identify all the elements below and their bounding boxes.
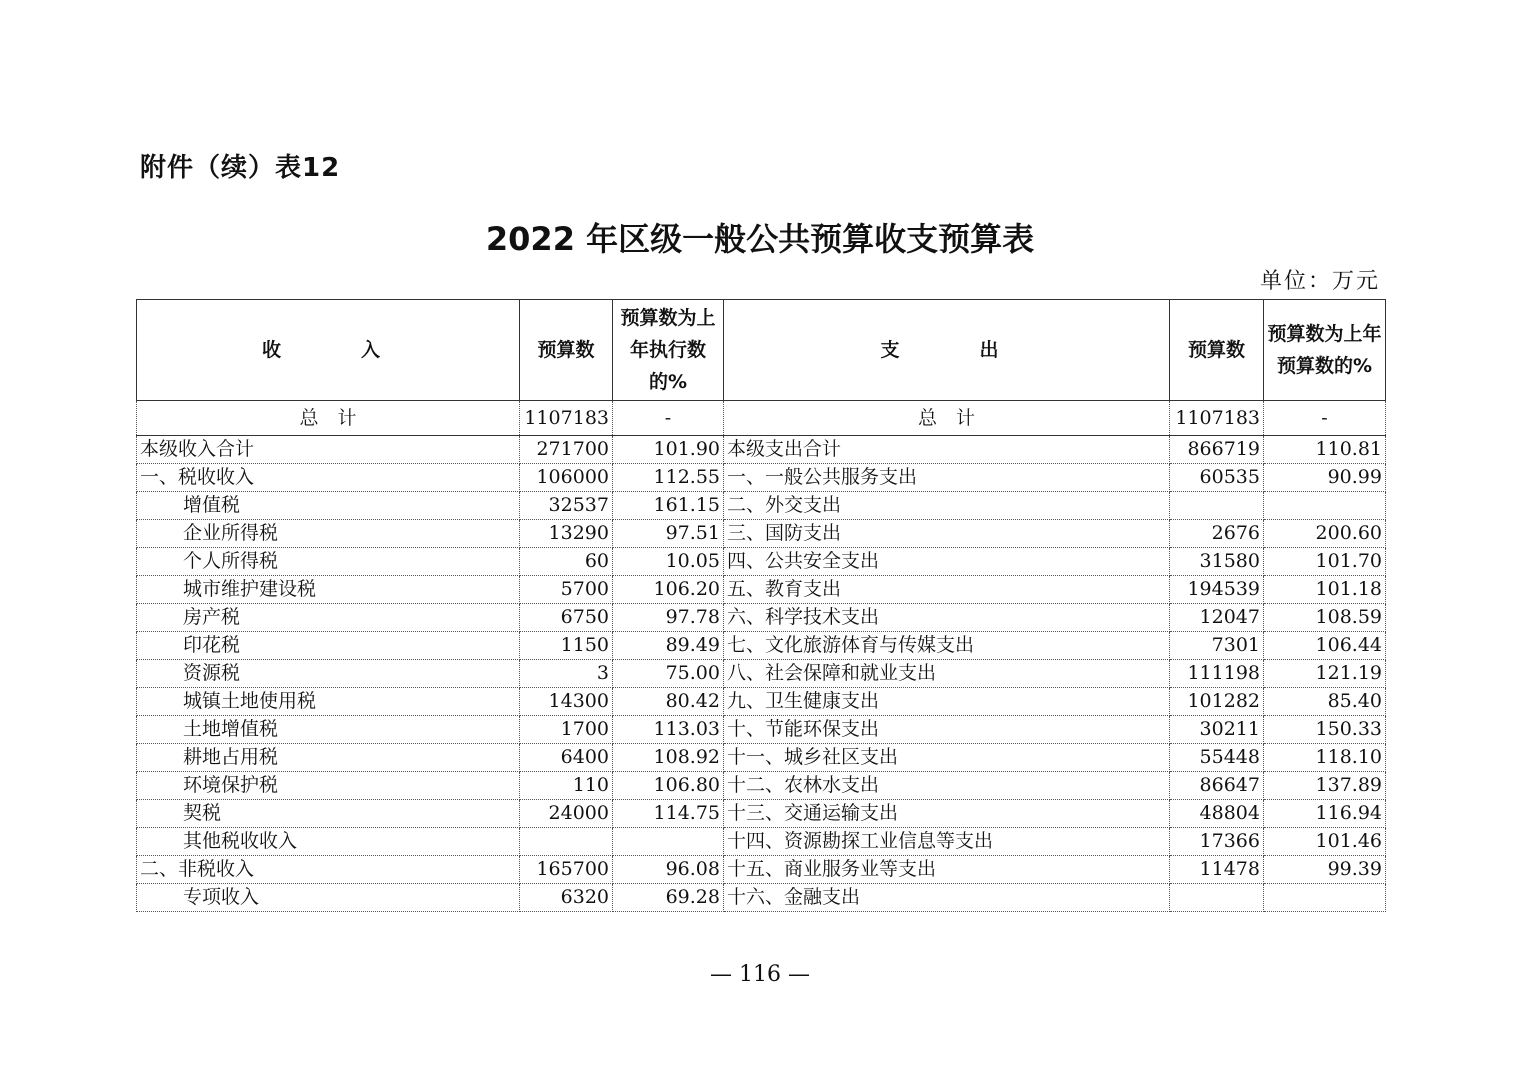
attachment-label: 附件（续）表12 (140, 153, 341, 183)
expense-item: 一、一般公共服务支出 (724, 464, 1170, 492)
income-budget: 110 (520, 772, 613, 800)
expense-pct: 101.70 (1264, 548, 1386, 576)
income-item: 城市维护建设税 (137, 576, 520, 604)
expense-pct: 101.18 (1264, 576, 1386, 604)
expense-budget: 17366 (1170, 828, 1264, 856)
income-budget: 32537 (520, 492, 613, 520)
income-budget: 106000 (520, 464, 613, 492)
expense-item: 四、公共安全支出 (724, 548, 1170, 576)
income-item: 增值税 (137, 492, 520, 520)
expense-item: 十二、农林水支出 (724, 772, 1170, 800)
unit-label: 单位：万元 (1259, 269, 1380, 294)
page-number: — 116 — (710, 962, 810, 987)
income-item: 耕地占用税 (137, 744, 520, 772)
table-row (137, 856, 1386, 884)
income-pct: 113.03 (613, 716, 724, 744)
expense-budget: 48804 (1170, 800, 1264, 828)
expense-pct: 99.39 (1264, 856, 1386, 884)
page-title: 2022 年区级一般公共预算收支预算表 (485, 220, 1035, 258)
income-pct (613, 828, 724, 856)
income-pct: 106.80 (613, 772, 724, 800)
table-row (137, 716, 1386, 744)
expense-item: 十三、交通运输支出 (724, 800, 1170, 828)
total-income-label: 总 计 (137, 401, 520, 436)
header-expense: 支 出 (724, 300, 1170, 401)
income-item: 一、税收收入 (137, 464, 520, 492)
expense-item: 十、节能环保支出 (724, 716, 1170, 744)
table-row (137, 800, 1386, 828)
expense-budget: 101282 (1170, 688, 1264, 716)
income-item: 印花税 (137, 632, 520, 660)
table-row (137, 436, 1386, 464)
table-row (137, 464, 1386, 492)
income-budget: 271700 (520, 436, 613, 464)
expense-pct: 90.99 (1264, 464, 1386, 492)
income-pct: 101.90 (613, 436, 724, 464)
income-item: 资源税 (137, 660, 520, 688)
income-budget: 14300 (520, 688, 613, 716)
table-row (137, 548, 1386, 576)
expense-budget: 31580 (1170, 548, 1264, 576)
income-budget: 13290 (520, 520, 613, 548)
table-row (137, 604, 1386, 632)
income-budget: 24000 (520, 800, 613, 828)
expense-budget: 11478 (1170, 856, 1264, 884)
header-income-budget: 预算数 (520, 300, 613, 401)
total-expense-budget: 1107183 (1170, 401, 1264, 436)
expense-budget: 55448 (1170, 744, 1264, 772)
expense-pct: 101.46 (1264, 828, 1386, 856)
income-item: 环境保护税 (137, 772, 520, 800)
total-row (137, 401, 1386, 436)
income-pct: 161.15 (613, 492, 724, 520)
table-row (137, 492, 1386, 520)
total-expense-label: 总 计 (724, 401, 1170, 436)
expense-budget: 86647 (1170, 772, 1264, 800)
expense-pct: 121.19 (1264, 660, 1386, 688)
expense-budget: 7301 (1170, 632, 1264, 660)
expense-budget (1170, 884, 1264, 912)
income-budget: 165700 (520, 856, 613, 884)
income-budget: 6400 (520, 744, 613, 772)
income-budget: 1150 (520, 632, 613, 660)
income-budget (520, 828, 613, 856)
income-item: 房产税 (137, 604, 520, 632)
header-income-pct: 预算数为上年执行数的% (613, 300, 724, 401)
total-income-pct: - (613, 401, 724, 436)
income-budget: 6320 (520, 884, 613, 912)
income-pct: 106.20 (613, 576, 724, 604)
income-pct: 75.00 (613, 660, 724, 688)
expense-pct (1264, 492, 1386, 520)
expense-budget: 12047 (1170, 604, 1264, 632)
income-pct: 112.55 (613, 464, 724, 492)
table-row (137, 576, 1386, 604)
expense-item: 二、外交支出 (724, 492, 1170, 520)
income-pct: 69.28 (613, 884, 724, 912)
table-row (137, 688, 1386, 716)
header-expense-pct: 预算数为上年预算数的% (1264, 300, 1386, 401)
expense-budget: 111198 (1170, 660, 1264, 688)
table-row (137, 744, 1386, 772)
expense-item: 九、卫生健康支出 (724, 688, 1170, 716)
income-item: 企业所得税 (137, 520, 520, 548)
expense-item: 十一、城乡社区支出 (724, 744, 1170, 772)
income-pct: 80.42 (613, 688, 724, 716)
income-pct: 108.92 (613, 744, 724, 772)
expense-budget: 60535 (1170, 464, 1264, 492)
income-item: 土地增值税 (137, 716, 520, 744)
expense-item: 六、科学技术支出 (724, 604, 1170, 632)
income-pct: 96.08 (613, 856, 724, 884)
expense-pct: 108.59 (1264, 604, 1386, 632)
expense-budget: 30211 (1170, 716, 1264, 744)
income-budget: 3 (520, 660, 613, 688)
income-pct: 114.75 (613, 800, 724, 828)
budget-table (136, 299, 1386, 912)
income-item: 个人所得税 (137, 548, 520, 576)
expense-pct: 110.81 (1264, 436, 1386, 464)
expense-pct: 118.10 (1264, 744, 1386, 772)
expense-item: 三、国防支出 (724, 520, 1170, 548)
header-income: 收 入 (137, 300, 520, 401)
expense-item: 五、教育支出 (724, 576, 1170, 604)
table-header-row (137, 300, 1386, 401)
expense-pct: 106.44 (1264, 632, 1386, 660)
expense-item: 十六、金融支出 (724, 884, 1170, 912)
expense-budget (1170, 492, 1264, 520)
income-budget: 5700 (520, 576, 613, 604)
income-budget: 60 (520, 548, 613, 576)
income-item: 专项收入 (137, 884, 520, 912)
expense-pct: 200.60 (1264, 520, 1386, 548)
table-row (137, 520, 1386, 548)
income-item: 其他税收收入 (137, 828, 520, 856)
total-expense-pct: - (1264, 401, 1386, 436)
header-expense-budget: 预算数 (1170, 300, 1264, 401)
expense-budget: 194539 (1170, 576, 1264, 604)
expense-item: 十四、资源勘探工业信息等支出 (724, 828, 1170, 856)
expense-pct: 85.40 (1264, 688, 1386, 716)
table-row (137, 772, 1386, 800)
expense-budget: 2676 (1170, 520, 1264, 548)
income-budget: 1700 (520, 716, 613, 744)
table-row (137, 828, 1386, 856)
expense-budget: 866719 (1170, 436, 1264, 464)
total-income-budget: 1107183 (520, 401, 613, 436)
income-pct: 97.51 (613, 520, 724, 548)
table-row (137, 632, 1386, 660)
expense-pct (1264, 884, 1386, 912)
income-item: 契税 (137, 800, 520, 828)
expense-pct: 150.33 (1264, 716, 1386, 744)
income-pct: 97.78 (613, 604, 724, 632)
expense-pct: 137.89 (1264, 772, 1386, 800)
expense-item: 十五、商业服务业等支出 (724, 856, 1170, 884)
income-item: 城镇土地使用税 (137, 688, 520, 716)
expense-item: 八、社会保障和就业支出 (724, 660, 1170, 688)
income-item: 二、非税收入 (137, 856, 520, 884)
income-pct: 10.05 (613, 548, 724, 576)
table-row (137, 884, 1386, 912)
income-pct: 89.49 (613, 632, 724, 660)
table-row (137, 660, 1386, 688)
income-budget: 6750 (520, 604, 613, 632)
expense-pct: 116.94 (1264, 800, 1386, 828)
expense-item: 本级支出合计 (724, 436, 1170, 464)
income-item: 本级收入合计 (137, 436, 520, 464)
expense-item: 七、文化旅游体育与传媒支出 (724, 632, 1170, 660)
